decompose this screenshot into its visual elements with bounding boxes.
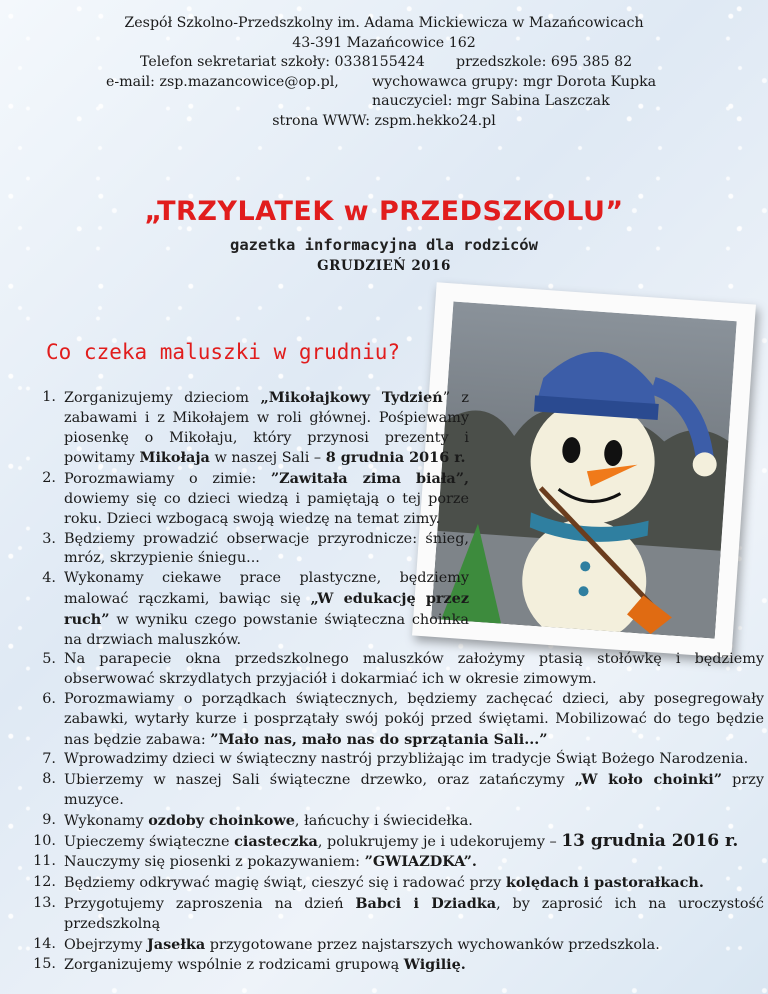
- phone-school: Telefon sekretariat szkoły: 0338155424: [140, 54, 425, 70]
- list-item-text: dowiemy się co dzieci wiedzą i pamiętają o tej porze roku. Dzieci wzbogacą swoją wiedzę na temat zimy.: [64, 490, 469, 527]
- list-item-text: Babci i Dziadka: [355, 894, 497, 912]
- list-item-text: ” z zabawami i z Mikołajem w roli głównej. Pośpiewamy piosenkę o Mikołaju, który przynosi prezenty i powitamy: [64, 390, 469, 467]
- list-item-number: 6.: [42, 690, 56, 707]
- list-item-text: kolędach i pastorałkach.: [505, 874, 704, 892]
- list-item-number: 11.: [33, 853, 56, 870]
- list-item-text: Ubierzemy w naszej Sali świąteczne drzewko, oraz zatańczymy: [64, 772, 575, 789]
- list-item-number: 2.: [42, 470, 56, 487]
- list-item-text: Obejrzymy: [64, 936, 147, 953]
- email: e-mail: zsp.mazancowice@op.pl,: [106, 73, 339, 90]
- list-item-text: Wigilię.: [403, 956, 466, 974]
- list-item: [22, 873, 764, 894]
- page-title: „TRZYLATEK w PRZEDSZKOLU”: [144, 196, 624, 227]
- teacher-assist-line: [0, 92, 768, 112]
- phone-preschool: przedszkole: 695 385 82: [456, 54, 633, 70]
- list-item-text: Wykonamy: [64, 812, 149, 829]
- list-item-text: „W edukację przez ruch”: [64, 589, 470, 628]
- list-item-text: ”GWIAZDKA”.: [364, 853, 477, 871]
- list-item-text: ciasteczka: [234, 832, 318, 850]
- list-item-text: Wykonamy ciekawe prace plastyczne, będziemy malować rączkami, bawiąc się: [64, 570, 469, 607]
- month-label: GRUDZIEŃ 2016: [317, 258, 451, 274]
- list-item: [22, 770, 764, 811]
- list-item-number: 8.: [42, 771, 56, 788]
- list-item-text: przygotowane przez najstarszych wychowanków przedszkola.: [205, 936, 660, 953]
- list-item-number: 15.: [33, 956, 56, 973]
- list-item: [22, 690, 764, 750]
- list-item-text: Jasełka: [146, 935, 206, 953]
- list-item-text: 8 grudnia 2016 r.: [325, 449, 466, 467]
- school-address: 43-391 Mazańcowice 162: [292, 34, 476, 51]
- list-item: [22, 530, 469, 570]
- list-item: [22, 832, 764, 853]
- list-item: [22, 569, 469, 650]
- list-item-text: Mikołaja: [139, 449, 210, 467]
- list-item-number: 12.: [33, 874, 56, 891]
- list-item-text: , polukrujemy je i udekorujemy –: [317, 833, 562, 850]
- list-item-number: 1.: [42, 389, 56, 405]
- list-item-text: w naszej Sali –: [209, 450, 326, 467]
- list-item: [22, 852, 764, 873]
- list-item-text: Porozmawiamy o porządkach świątecznych, będziemy zachęcać dzieci, aby posegregowały zabawki, wytarły kurze i posprzątały swój pokój przed świętami. Mobilizować do tego będzie nas będzie zabawa:: [64, 690, 764, 748]
- list-item: [22, 388, 469, 469]
- list-item-text: Zorganizujemy dzieciom: [64, 390, 261, 406]
- section-title: Co czeka maluszki w grudniu?: [46, 340, 401, 364]
- list-item-text: Będziemy prowadzić obserwacje przyrodnicze: śnieg, mróz, skrzypienie śniegu...: [64, 530, 469, 567]
- list-item-number: 14.: [33, 935, 56, 952]
- list-item: [22, 469, 469, 529]
- list-item-text: Zorganizujemy wspólnie z rodzicami grupową: [64, 957, 404, 974]
- list-item-text: w wyniku czego powstanie świąteczna choinka na drzwiach maluszków.: [64, 611, 469, 648]
- list-item-text: przy muzyce.: [64, 772, 764, 808]
- list-item-number: 13.: [33, 894, 56, 911]
- list-item-text: Nauczymy się piosenki z pokazywaniem:: [64, 854, 365, 871]
- list-item-text: , łańcuchy i świecidełka.: [294, 812, 473, 829]
- list-item-number: 7.: [42, 751, 56, 768]
- list-item-number: 3.: [42, 530, 56, 547]
- list-item: [22, 811, 764, 832]
- list-item-text: Wprowadzimy dzieci w świąteczny nastrój przybliżając im tradycje Świąt Bożego Narodzenia.: [64, 751, 749, 768]
- page-subtitle: gazetka informacyjna dla rodziców: [230, 236, 538, 254]
- list-item-text: Na parapecie okna przedszkolnego maluszków założymy ptasią stołówkę i będziemy obserwować skrzydlatych przyjaciół i dokarmiać ich w okresie zimowym.: [64, 651, 764, 688]
- list-item-text: 13 grudnia 2016 r.: [561, 830, 739, 851]
- list-item-text: , by zaprosić ich na uroczystość przedszkolną: [64, 895, 764, 932]
- list-item: [22, 894, 764, 935]
- list-item-text: Będziemy odkrywać magię świąt, cieszyć się i radować przy: [64, 875, 506, 892]
- task-list: [22, 388, 764, 976]
- website: strona WWW: zspm.hekko24.pl: [272, 112, 496, 129]
- list-item-text: ”Mało nas, mało nas do sprzątania Sali...”: [210, 730, 548, 748]
- list-item-number: 5.: [42, 651, 56, 668]
- teacher-main: wychowawca grupy: mgr Dorota Kupka: [372, 73, 657, 90]
- list-item: [22, 750, 764, 770]
- phone-line: [0, 53, 768, 73]
- list-item-text: „W koło choinki”: [574, 771, 722, 789]
- list-item: [22, 650, 764, 690]
- list-item-text: Porozmawiamy o zimie:: [64, 471, 271, 488]
- teacher-assist: nauczyciel: mgr Sabina Laszczak: [372, 93, 610, 109]
- list-item-number: 4.: [42, 570, 56, 587]
- list-item-number: 9.: [42, 811, 56, 828]
- list-item: [22, 955, 764, 976]
- list-item-text: ozdoby choinkowe: [148, 811, 295, 829]
- school-name: Zespół Szkolno-Przedszkolny im. Adama Mickiewicza w Mazańcowicach: [124, 15, 644, 31]
- list-item: [22, 935, 764, 956]
- email-line: [0, 73, 768, 93]
- list-item-number: 10.: [33, 832, 56, 849]
- list-item-text: Przygotujemy zaproszenia na dzień: [64, 895, 356, 912]
- list-item-text: Upieczemy świąteczne: [64, 833, 235, 850]
- school-header: [0, 14, 768, 131]
- list-item-text: ”Zawitała zima biała”,: [270, 470, 469, 488]
- list-item-text: „Mikołajkowy Tydzień: [260, 389, 443, 406]
